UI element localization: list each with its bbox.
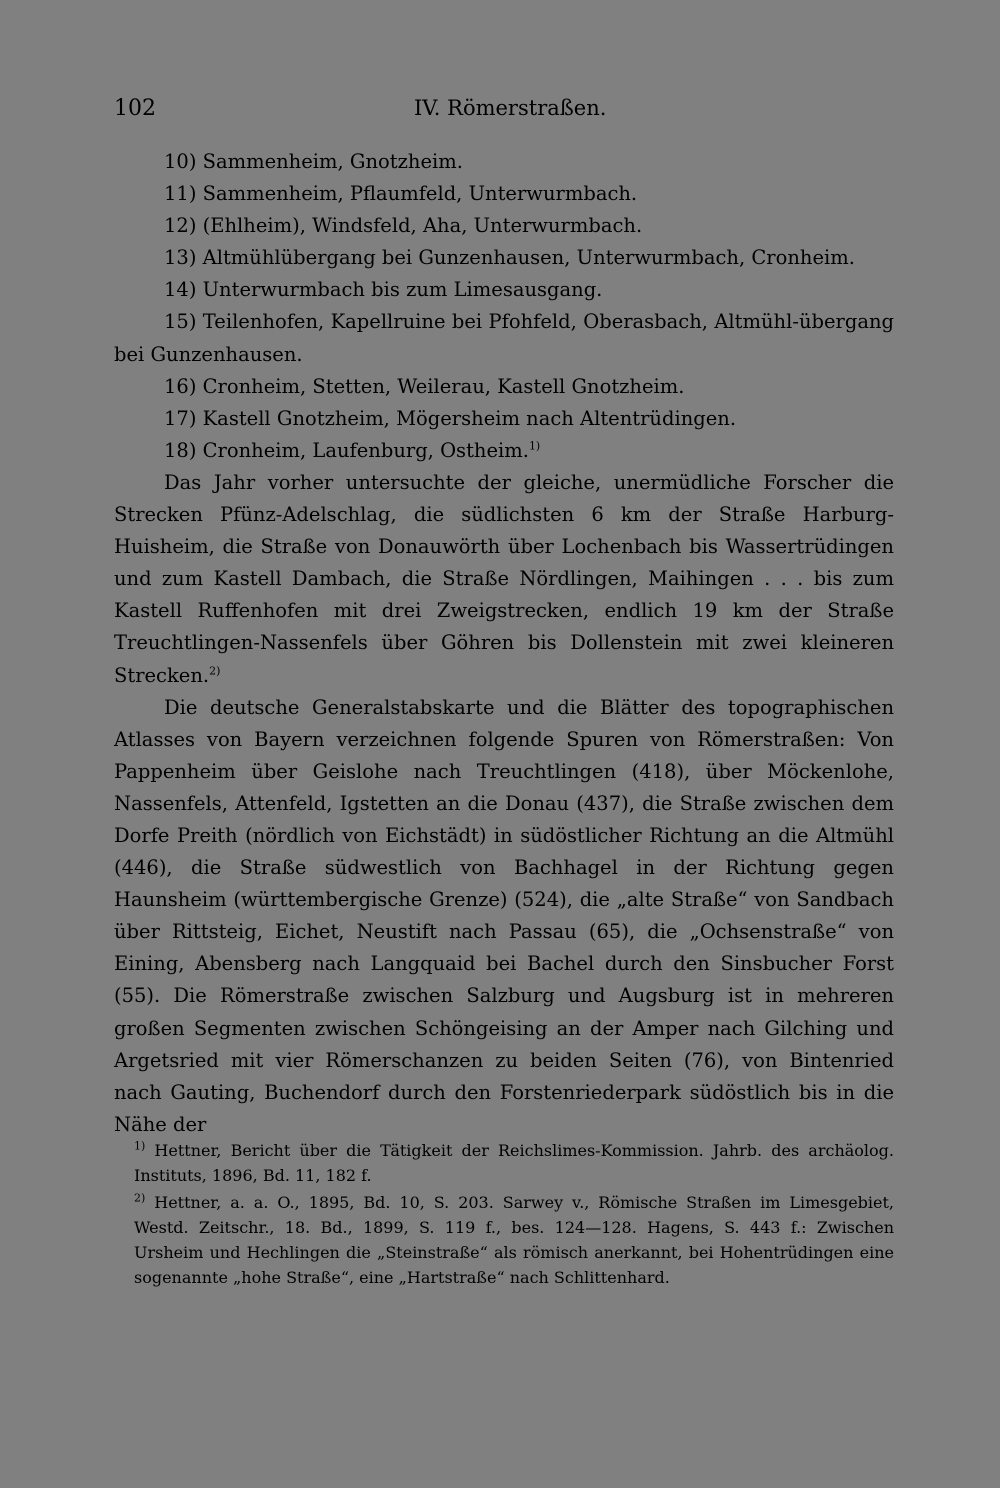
footnote-mark: 2) <box>134 1191 146 1205</box>
footnote-mark: 1) <box>134 1139 146 1153</box>
list-item: 17) Kastell Gnotzheim, Mögersheim nach Altentrüdingen. <box>164 406 737 430</box>
footnotes <box>114 1138 894 1292</box>
list-item: 11) Sammenheim, Pflaumfeld, Unterwurmbach. <box>164 182 638 206</box>
list-item: 10) Sammenheim, Gnotzheim. <box>164 150 463 173</box>
list-item: 16) Cronheim, Stetten, Weilerau, Kastell Gnotzheim. <box>164 374 685 398</box>
body-text <box>114 146 894 1141</box>
footnote <box>114 1138 894 1188</box>
footnote-ref: 1) <box>528 439 541 453</box>
footnote-text: Hettner, Bericht über die Tätigkeit der Reichslimes-Kommission. Jahrb. des archäolog. Instituts, 1896, Bd. 11, 182 f. <box>134 1141 894 1185</box>
list-item: 14) Unterwurmbach bis zum Limesausgang. <box>164 278 603 302</box>
list-item-text: 18) Cronheim, Laufenburg, Ostheim. <box>164 438 529 462</box>
list-item: 13) Altmühlübergang bei Gunzenhausen, Unterwurmbach, Cronheim. <box>164 246 855 270</box>
list-item <box>114 435 894 467</box>
list-item: 15) Teilenhofen, Kapellruine bei Pfohfeld, Oberasbach, Altmühl-übergang bei Gunzenhausen. <box>114 310 894 366</box>
page-header <box>114 96 894 130</box>
paragraph <box>114 467 894 692</box>
page-number: 102 <box>114 96 156 121</box>
footnote <box>114 1190 894 1290</box>
paragraph: Die deutsche Generalstabskarte und die Blätter des topographischen Atlasses von Bayern verzeichnen folgende Spuren von Römerstraßen: Von Pappenheim über Geislohe nach Treuchtlingen (418), über Möckenlohe, Nassenfels, Attenfeld, Igstetten an die Donau (437), die Straße zwischen dem Dorfe Preith (nördlich von Eichstädt) in südöstlicher Richtung an die Altmühl (446), die Straße südwestlich von Bachhagel in der Richtung gegen Haunsheim (württembergische Grenze) (524), die „alte Straße“ von Sandbach über Rittsteig, Eichet, Neustift nach Passau (65), die „Ochsenstraße“ von Eining, Abensberg nach Langquaid bei Bachel durch den Sinsbucher Forst (55). Die Römerstraße zwischen Salzburg und Augsburg ist in mehreren großen Segmenten zwischen Schöngeising an der Amper nach Gilching und Argetsried mit vier Römerschanzen zu beiden Seiten (76), von Bintenried nach Gauting, Buchendorf durch den Forstenriederpark südöstlich bis in die Nähe der <box>114 695 894 1136</box>
list-item: 12) (Ehlheim), Windsfeld, Aha, Unterwurmbach. <box>164 214 643 238</box>
footnote-text: Hettner, a. a. O., 1895, Bd. 10, S. 203. Sarwey v., Römische Straßen im Limesgebiet, Westd. Zeitschr., 18. Bd., 1899, S. 119 f., bes. 124—128. Hagens, S. 443 f.: Zwischen Ursheim und Hechlingen die „Steinstraße“ als römisch anerkannt, bei Hohentrüdingen eine sogenannte „hohe Straße“, eine „Hartstraße“ nach Schlittenhard. <box>134 1193 895 1287</box>
running-head: IV. Römerstraßen. <box>414 96 607 120</box>
paragraph-text: Das Jahr vorher untersuchte der gleiche, unermüdliche Forscher die Strecken Pfünz-Adelschlag, die südlichsten 6 km der Straße Harburg-Huisheim, die Straße von Donauwörth über Lochenbach bis Wassertrüdingen und zum Kastell Dambach, die Straße Nördlingen, Maihingen . . . bis zum Kastell Ruffenhofen mit drei Zweigstrecken, endlich 19 km der Straße Treuchtlingen-Nassenfels über Göhren bis Dollenstein mit zwei kleineren Strecken. <box>114 470 894 687</box>
footnote-ref: 2) <box>209 664 221 677</box>
